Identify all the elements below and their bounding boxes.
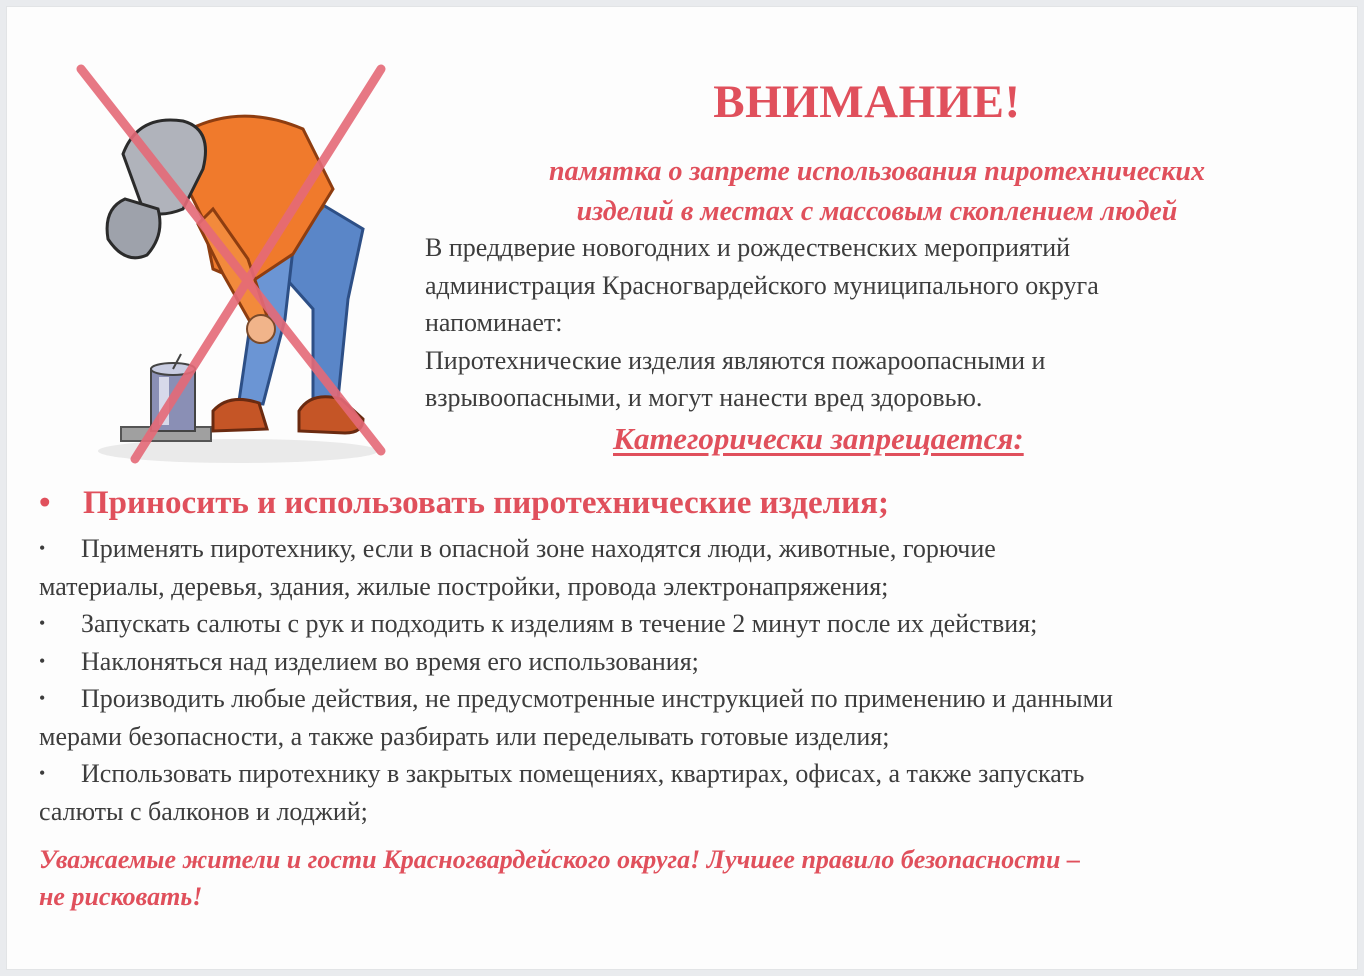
intro-paragraph <box>425 229 1305 417</box>
rule-text: Применять пиротехнику, если в опасной зоне находятся люди, животные, горючие <box>81 534 996 563</box>
bullet-icon: • <box>39 763 46 783</box>
rule-text-continued: мерами безопасности, а также разбирать или переделывать готовые изделия; <box>39 721 890 751</box>
list-item <box>39 605 1339 643</box>
subtitle-line: изделий в местах с массовым скоплением людей <box>576 196 1178 227</box>
list-item <box>39 680 1339 755</box>
notice-page <box>6 6 1358 970</box>
intro-line: администрация Красногвардейского муниципального округа <box>425 270 1099 300</box>
bullet-icon: • <box>39 485 51 521</box>
rule-text: Запускать салюты с рук и подходить к изделиям в течение 2 минут после их действия; <box>81 609 1038 638</box>
closing-line: не рисковать! <box>39 882 203 911</box>
bullet-icon: • <box>39 538 46 558</box>
bullet-icon: • <box>39 613 46 633</box>
rule-text: Наклоняться над изделием во время его использования; <box>81 646 699 676</box>
subtitle-line: памятка о запрете использования пиротехнических <box>549 156 1205 187</box>
main-rule-text: Приносить и использовать пиротехнические изделия; <box>83 485 890 521</box>
main-rule <box>39 485 1329 522</box>
rules-list <box>39 530 1339 830</box>
person-lighting-firework-illustration <box>63 59 403 469</box>
list-item <box>39 755 1339 830</box>
rule-text-continued: салюты с балконов и лоджий; <box>39 796 368 826</box>
subtitle <box>447 152 1307 232</box>
rule-text: Использовать пиротехнику в закрытых помещениях, квартирах, офисах, а также запускать <box>81 759 1085 788</box>
bullet-icon: • <box>39 688 46 708</box>
closing-message <box>39 841 1339 915</box>
list-item <box>39 643 1339 681</box>
intro-line: Пиротехнические изделия являются пожароопасными и <box>425 345 1046 375</box>
closing-line: Уважаемые жители и гости Красногвардейского округа! Лучшее правило безопасности – <box>39 845 1080 874</box>
rule-text-continued: материалы, деревья, здания, жилые постройки, провода электронапряжения; <box>39 571 889 601</box>
bullet-icon: • <box>39 650 46 671</box>
list-item <box>39 530 1339 605</box>
rule-text: Производить любые действия, не предусмотренные инструкцией по применению и данными <box>81 684 1113 713</box>
intro-line: В преддверие новогодних и рождественских мероприятий <box>425 233 1071 262</box>
intro-line: напоминает: <box>425 308 563 337</box>
forbidden-heading: Категорически запрещается: <box>613 421 1024 456</box>
page-title: ВНИМАНИЕ! <box>713 76 1021 128</box>
intro-line: взрывоопасными, и могут нанести вред здоровью. <box>425 383 983 412</box>
